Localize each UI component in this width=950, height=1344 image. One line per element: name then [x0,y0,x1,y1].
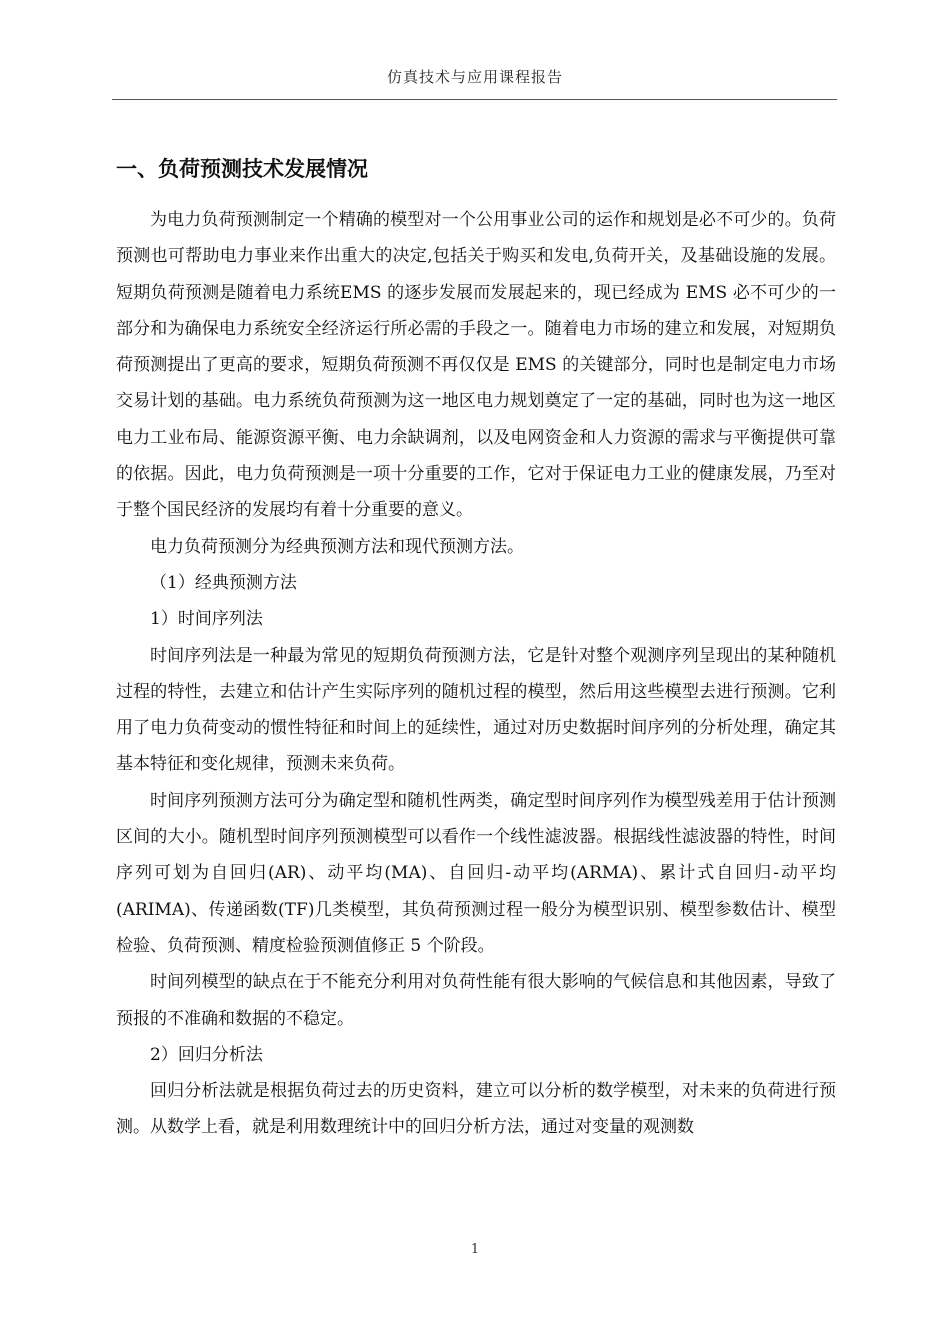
subheading-regression: 2）回归分析法 [150,1044,263,1065]
subheading-classical-methods: （1）经典预测方法 [150,572,297,593]
paragraph-time-series-drawbacks: 时间列模型的缺点在于不能充分利用对负荷性能有很大影响的气候信息和其他因素，导致了预报的不准确和数据的不稳定。 [116,972,836,1029]
header-rule [112,99,837,100]
section-title: 一、负荷预测技术发展情况 [116,157,368,181]
paragraph-time-series-desc: 时间序列法是一种最为常见的短期负荷预测方法，它是针对整个观测序列呈现出的某种随机过程的特性，去建立和估计产生实际序列的随机过程的模型，然后用这些模型去进行预测。它利用了电力负荷变动的惯性特征和时间上的延续性，通过对历史数据时间序列的分析处理，确定其基本特征和变化规律，预测未来负荷。 [116,645,836,775]
paragraph-regression-desc: 回归分析法就是根据负荷过去的历史资料，建立可以分析的数学模型，对未来的负荷进行预测。从数学上看，就是利用数理统计中的回归分析方法，通过对变量的观测数 [116,1081,836,1138]
page-number: 1 [470,1242,480,1257]
document-body [116,150,836,1146]
running-header: 仿真技术与应用课程报告 [386,68,563,86]
paragraph-time-series-types: 时间序列预测方法可分为确定型和随机性两类，确定型时间序列作为模型残差用于估计预测区间的大小。随机型时间序列预测模型可以看作一个线性滤波器。根据线性滤波器的特性，时间序列可划为自回归(AR)、动平均(MA)、自回归-动平均(ARMA)、累计式自回归-动平均(ARIMA)、传递函数(TF)几类模型，其负荷预测过程一般分为模型识别、模型参数估计、模型检验、负荷预测、精度检验预测值修正 5 个阶段。 [116,790,836,956]
paragraph-methods-overview: 电力负荷预测分为经典预测方法和现代预测方法。 [150,536,524,557]
paragraph-intro: 为电力负荷预测制定一个精确的模型对一个公用事业公司的运作和规划是必不可少的。负荷预测也可帮助电力事业来作出重大的决定,包括关于购买和发电,负荷开关，及基础设施的发展。短期负荷预测是随着电力系统EMS 的逐步发展而发展起来的，现已经成为 EMS 必不可少的一部分和为确保电力系统安全经济运行所必需的手段之一。随着电力市场的建立和发展，对短期负荷预测提出了更高的要求，短期负荷预测不再仅仅是 EMS 的关键部分，同时也是制定电力市场交易计划的基础。电力系统负荷预测为这一地区电力规划奠定了一定的基础，同时也为这一地区电力工业布局、能源资源平衡、电力余缺调剂，以及电网资金和人力资源的需求与平衡提供可靠的依据。因此，电力负荷预测是一项十分重要的工作，它对于保证电力工业的健康发展，乃至对于整个国民经济的发展均有着十分重要的意义。 [116,210,836,521]
subheading-time-series: 1）时间序列法 [150,609,263,630]
